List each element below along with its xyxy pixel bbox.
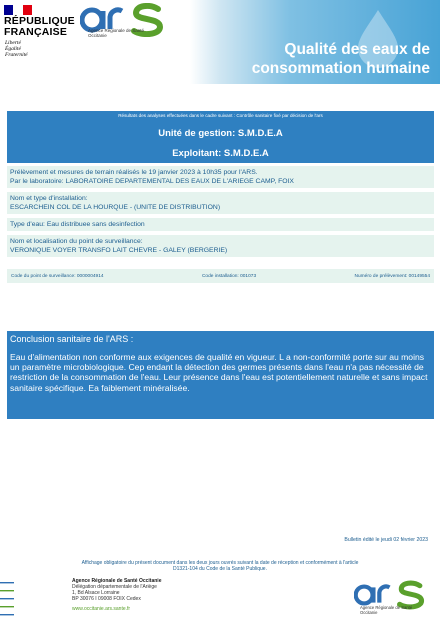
- analysis-context: Résultats des analyses effectuées dans le cadre suivant : Contrôle sanitaire fixé par décision de l'ars: [7, 111, 434, 122]
- page-title: Qualité des eaux de consommation humaine: [251, 41, 430, 77]
- installation-info: Nom et type d'installation: ESCARCHEIN COL DE LA HOURQUE - (UNITE DE DISTRIBUTION): [7, 192, 434, 214]
- republique-francaise-title: RÉPUBLIQUE FRANÇAISE: [4, 15, 75, 38]
- sanitary-conclusion: [7, 331, 434, 419]
- page-header: [0, 0, 440, 84]
- surveillance-point-info: Nom et localisation du point de surveillance: VERONIQUE VOYER TRANSFO LAIT CHEVRE - GALEY (BERGERIE): [7, 235, 434, 257]
- codes-row: [7, 269, 434, 283]
- conclusion-title: Conclusion sanitaire de l'ARS :: [10, 334, 134, 344]
- republic-motto: Liberté Égalité Fraternité: [5, 40, 28, 58]
- ars-subtitle: Agence Régionale de Santé Occitanie: [88, 28, 145, 38]
- surveillance-point-code: Code du point de surveillance: 0000004914: [11, 273, 104, 279]
- ars-subtitle-footer: Agence Régionale de Santé Occitanie: [360, 605, 413, 615]
- sampling-info: Prélèvement et mesures de terrain réalisés le 19 janvier 2023 à 10h35 pour l'ARS. Par le laboratoire: LABORATOIRE DEPARTEMENTAL DES EAUX DE L'ARIEGE CAMP, FOIX: [7, 166, 434, 188]
- management-unit: Unité de gestion: S.M.D.E.A: [7, 122, 434, 146]
- water-type: Type d'eau: Eau distribuee sans desinfection: [7, 218, 434, 231]
- sample-number: Numéro de prélèvement: 00149554: [354, 273, 430, 279]
- footer-address: Agence Régionale de Santé Occitanie Délégation départementale de l'Ariège 1, Bd Alsace Lorraine BP 30076 I 09008 FOIX Cedex www.occitanie.ars.sante.fr: [72, 578, 162, 612]
- installation-code: Code installation: 001073: [201, 273, 257, 279]
- posting-notice: Affichage obligatoire du présent document dans les deux jours ouvrés suivant la date de réception et conformément à l'article D1321-104 du Code de la Santé Publique.: [81, 560, 359, 572]
- results-section: [7, 111, 434, 283]
- marianne-flag-icon: [4, 5, 32, 15]
- footer-decoration: [0, 580, 14, 620]
- footer-website[interactable]: www.occitanie.ars.sante.fr: [72, 606, 131, 612]
- edition-date: Bulletin édité le jeudi 02 février 2023: [344, 537, 428, 543]
- conclusion-text: Eau d'alimentation non conforme aux exigences de qualité en vigueur. L a non-conformité porte sur au moins un paramètre microbiologique. Cep endant la détection des germes présents dans l'eau n'a pas nécessité de restriction de la consommation de l'eau. Leur présence dans l'eau est potentiellement naturelle et sans impact sanitaire spécifique. Ea faiblement minéralisée.: [10, 352, 428, 393]
- operator: Exploitant: S.M.D.E.A: [7, 146, 434, 163]
